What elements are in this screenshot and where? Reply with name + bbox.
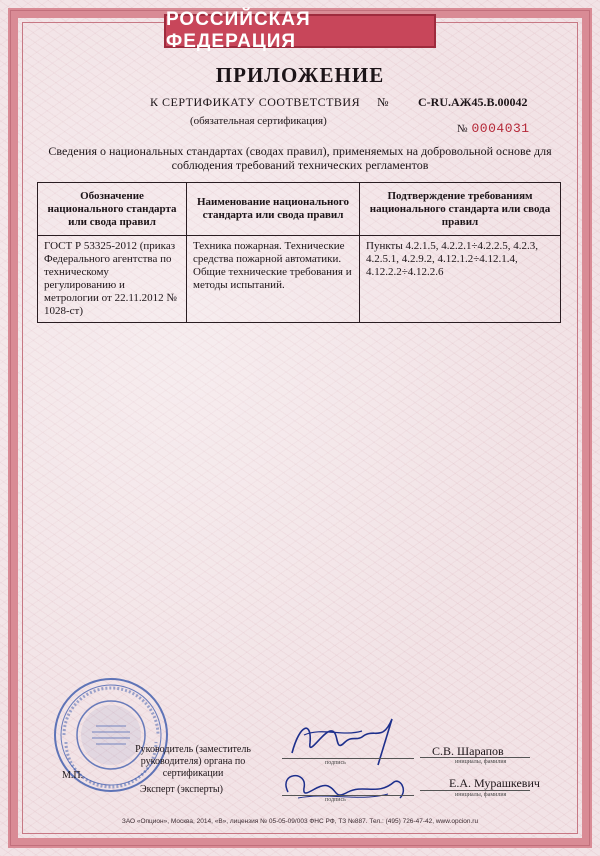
certificate-reference (150, 95, 389, 110)
header-standard-designation: Обозначение национального стандарта или свода правил (38, 183, 187, 236)
expert-signature (268, 762, 418, 812)
banner-text: РОССИЙСКАЯ ФЕДЕРАЦИЯ (166, 9, 311, 52)
cell-standard-name: Техника пожарная. Технические средства пожарной автоматики. Общие технические требования и методы испытаний. (187, 236, 360, 323)
cell-compliance-items: Пункты 4.2.1.5, 4.2.2.1÷4.2.2.5, 4.2.3, 4.2.5.1, 4.2.9.2, 4.12.1.2÷4.12.1.4, 4.12.2.2÷4.12.2.6 (360, 236, 561, 323)
country-banner (164, 9, 436, 52)
header-standard-name: Наименование национального стандарта или свода правил (187, 183, 360, 236)
expert-role: Эксперт (эксперты) (140, 784, 223, 795)
intro-text: Сведения о национальных стандартах (сводах правил), применяемых на добровольной основе для соблюдения требований технических регламентов (48, 144, 552, 172)
table-header-row (38, 183, 561, 236)
head-of-certification-body-role: Руководитель (заместитель руководителя) органа по сертификации (135, 744, 251, 779)
initials-caption: инициалы, фамилия (455, 759, 507, 765)
serial-number: 0004031 (471, 121, 530, 136)
standards-table (37, 182, 561, 323)
initials-line (420, 790, 530, 791)
printer-footer: ЗАО «Опцион», Москва, 2014, «В», лицензия № 05-05-09/003 ФНС РФ, ТЗ №887. Тел.: (495) 726-47-42, www.opcion.ru (121, 818, 479, 825)
head-name: С.В. Шарапов (432, 744, 504, 758)
to-certificate-label: К СЕРТИФИКАТУ СООТВЕТСТВИЯ (150, 95, 361, 109)
table-row (38, 236, 561, 323)
certificate-number: C-RU.АЖ45.В.00042 (418, 95, 528, 109)
number-sign: № (377, 95, 389, 109)
seal-place-label: М.П. (62, 770, 84, 781)
page-title: ПРИЛОЖЕНИЕ (215, 63, 385, 87)
signature-line (282, 795, 414, 796)
initials-line (420, 757, 530, 758)
serial-number-block (457, 121, 530, 136)
signature-line (282, 758, 414, 759)
certification-type: (обязательная сертификация) (190, 115, 327, 127)
expert-name: Е.А. Мурашкевич (449, 776, 540, 790)
initials-caption: инициалы, фамилия (455, 792, 507, 798)
header-compliance: Подтверждение требованиям национального стандарта или свода правил (360, 183, 561, 236)
serial-label: № (457, 123, 468, 135)
signature-caption: подпись (325, 797, 346, 803)
cell-standard-designation: ГОСТ Р 53325-2012 (приказ Федерального агентства по техническому регулированию и метрологии от 22.11.2012 № 1028-ст) (38, 236, 187, 323)
signature-caption: подпись (325, 760, 346, 766)
